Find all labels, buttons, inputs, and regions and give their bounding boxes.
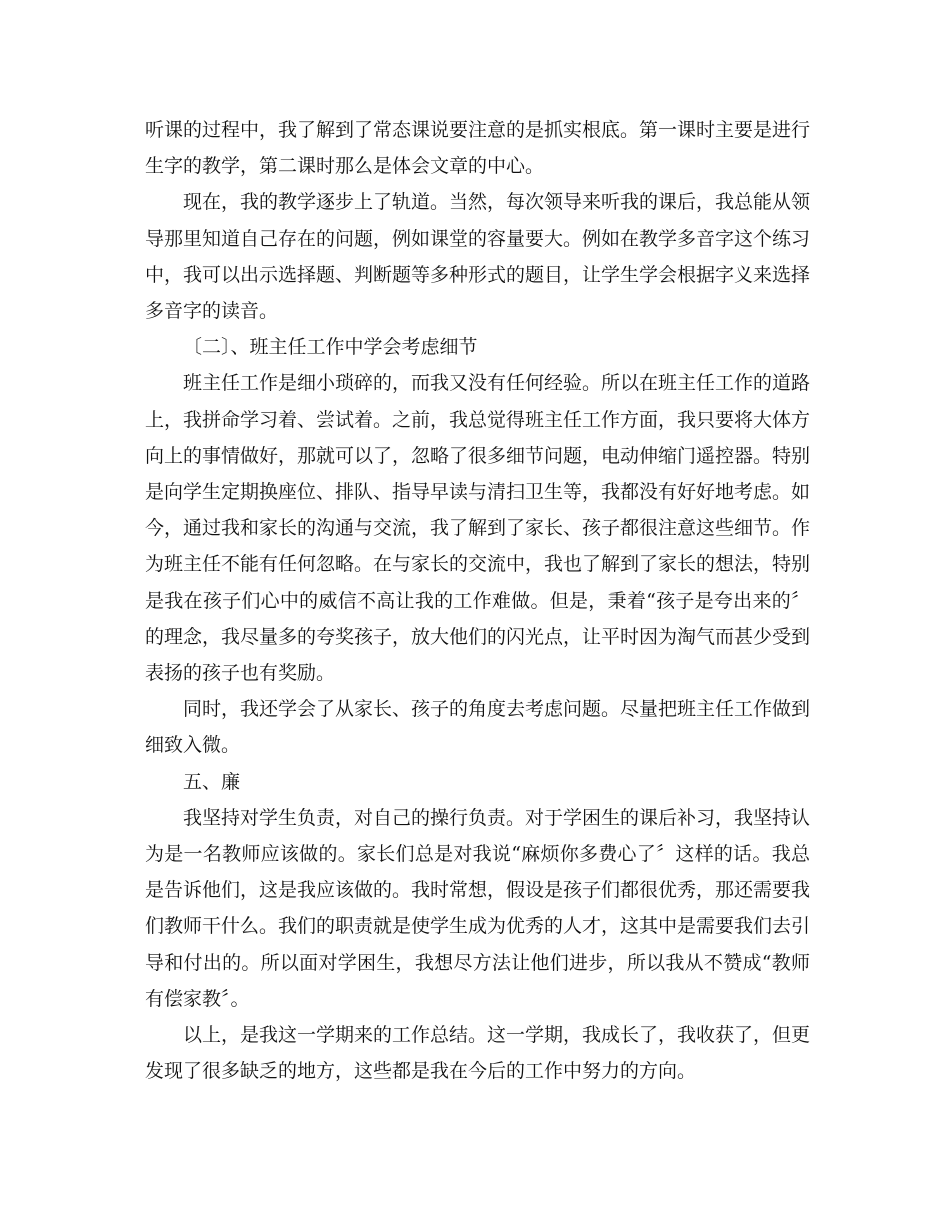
paragraph-perspective: 同时，我还学会了从家长、孩子的角度去考虑问题。尽量把班主任工作做到细致入微。: [145, 698, 811, 757]
section-heading-class-teacher: 〔二〕、班主任工作中学会考虑细节: [183, 336, 478, 359]
paragraph-teaching-progress: 现在，我的教学逐步上了轨道。当然，每次领导来听我的课后，我总能从领导那里知道自己存在的问题，例如课堂的容量要大。例如在教学多音字这个练习中，我可以出示选择题、判断题等多种形式的题目，让学生学会根据字义来选择多音字的读音。: [145, 191, 811, 323]
section-heading-integrity: 五、廉: [183, 770, 241, 793]
document-body: [145, 112, 810, 1089]
paragraph-class-teacher-details: 班主任工作是细小琐碎的，而我又没有任何经验。所以在班主任工作的道路上，我拼命学习着、尝试着。之前，我总觉得班主任工作方面，我只要将大体方向上的事情做好，那就可以了，忽略了很多细节问题，电动伸缩门遥控器。特别是向学生定期换座位、排队、指导早读与清扫卫生等，我都没有好好地考虑。如今，通过我和家长的沟通与交流，我了解到了家长、孩子都很注意这些细节。作为班主任不能有任何忽略。在与家长的交流中，我也了解到了家长的想法，特别是我在孩子们心中的威信不高让我的工作难做。但是，秉着“孩子是夸出来的〞的理念，我尽量多的夸奖孩子，放大他们的闪光点，让平时因为淘气而甚少受到表扬的孩子也有奖励。: [145, 372, 811, 685]
paragraph-responsibility: 我坚持对学生负责，对自己的操行负责。对于学困生的课后补习，我坚持认为是一名教师应该做的。家长们总是对我说“麻烦你多费心了〞这样的话。我总是告诉他们，这是我应该做的。我时常想，假设是孩子们都很优秀，那还需要我们教师干什么。我们的职责就是使学生成为优秀的人才，这其中是需要我们去引导和付出的。所以面对学困生，我想尽方法让他们进步，所以我从不赞成“教师有偿家教〞。: [145, 806, 811, 1010]
paragraph-summary: 以上，是我这一学期来的工作总结。这一学期，我成长了，我收获了，但更发现了很多缺乏的地方，这些都是我在今后的工作中努力的方向。: [145, 1024, 811, 1083]
paragraph-continued: 听课的过程中，我了解到了常态课说要注意的是抓实根底。第一课时主要是进行生字的教学，第二课时那么是体会文章的中心。: [145, 119, 811, 178]
